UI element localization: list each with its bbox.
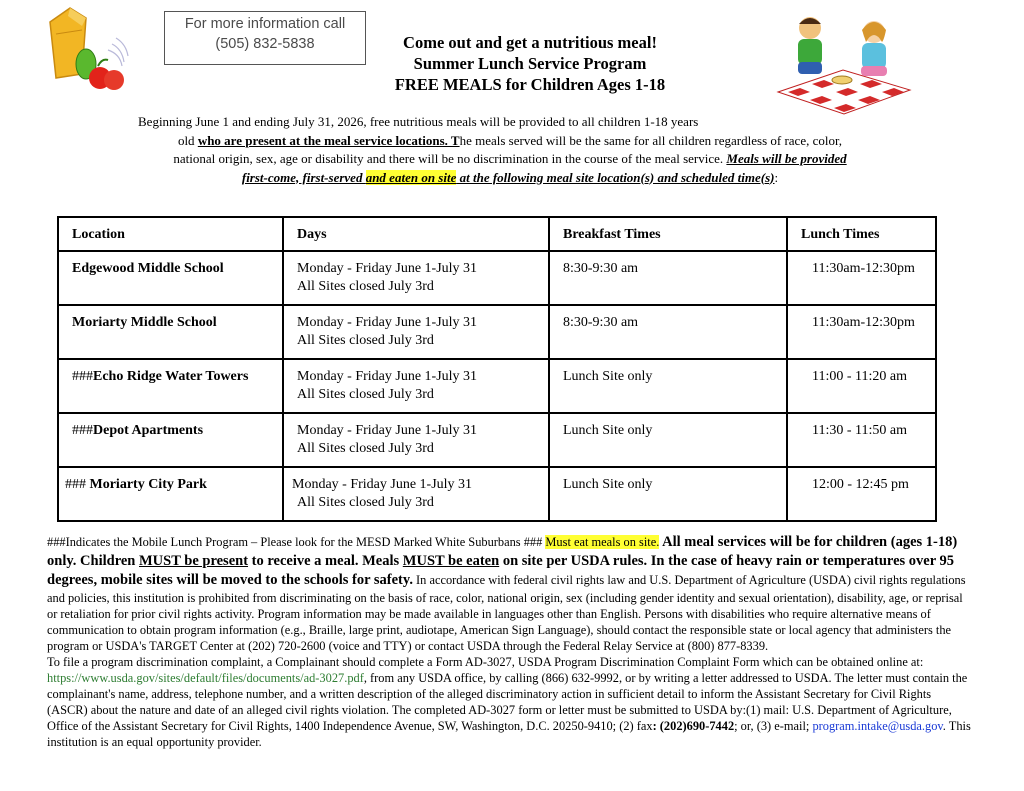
days-cell: Monday - Friday June 1-July 31 All Sites closed July 3rd — [283, 305, 549, 359]
intro-line-3: national origin, sex, age or disability and there will be no discrimination in the course of the meal service. Meals will be provided — [173, 151, 847, 166]
intro-line-1: Beginning June 1 and ending July 31, 2026, free nutritious meals will be provided to all children 1-18 years — [138, 114, 699, 129]
mobile-program-note: ###Indicates the Mobile Lunch Program – Please look for the MESD Marked White Suburbans ### — [47, 535, 546, 549]
location-cell: ###Depot Apartments — [58, 413, 283, 467]
page-title — [330, 32, 730, 95]
breakfast-cell: 8:30-9:30 am — [549, 305, 787, 359]
title-line-2: Summer Lunch Service Program — [413, 54, 647, 73]
table-row — [58, 467, 936, 521]
ad-3027-link[interactable]: https://www.usda.gov/sites/default/files/documents/ad-3027.pdf — [47, 671, 364, 685]
info-call-label: For more information call — [184, 16, 346, 32]
header-lunch-times: Lunch Times — [787, 217, 936, 251]
complaint-text-1: To file a program discrimination complaint, a Complainant should complete a Form AD-3027, USDA Program Discrimination Complaint Form which can be obtained online at: — [47, 655, 924, 669]
rules-bold-2: to receive a meal. Meals — [248, 553, 403, 569]
footer-notice — [47, 533, 972, 750]
breakfast-cell: Lunch Site only — [549, 359, 787, 413]
days-cell: Monday - Friday June 1-July 31 All Sites closed July 3rd — [283, 467, 549, 521]
days-cell: Monday - Friday June 1-July 31 All Sites closed July 3rd — [283, 359, 549, 413]
location-cell: ###Echo Ridge Water Towers — [58, 359, 283, 413]
must-eat-highlight: Must eat meals on site. — [545, 535, 660, 549]
must-be-present: MUST be present — [139, 553, 249, 569]
table-row — [58, 305, 936, 359]
location-cell: ### Moriarty City Park — [58, 467, 283, 521]
title-line-3: FREE MEALS for Children Ages 1-18 — [394, 75, 666, 94]
lunch-cell: 11:30am-12:30pm — [787, 251, 936, 305]
email-link[interactable]: program.intake@usda.gov — [812, 719, 943, 733]
table-row — [58, 413, 936, 467]
closing-statement: . This institution is an equal opportunity provider. — [47, 719, 971, 749]
breakfast-cell: Lunch Site only — [549, 413, 787, 467]
meal-site-table — [57, 216, 937, 522]
intro-line-4: first-come, first-served and eaten on site at the following meal site location(s) and scheduled time(s): — [241, 169, 779, 185]
intro-present-phrase: who are present at the meal service locations. T — [197, 132, 460, 148]
must-be-eaten: MUST be eaten — [402, 553, 500, 569]
lunch-cell: 12:00 - 12:45 pm — [787, 467, 936, 521]
lunch-cell: 11:30 - 11:50 am — [787, 413, 936, 467]
lunch-bag-clipart — [42, 4, 142, 96]
breakfast-cell: 8:30-9:30 am — [549, 251, 787, 305]
location-cell: Edgewood Middle School — [58, 251, 283, 305]
intro-line-2: old who are present at the meal service locations. The meals served will be the same for all children regardless of race, color, — [177, 132, 843, 148]
header-breakfast-times: Breakfast Times — [549, 217, 787, 251]
kids-picnic-clipart — [768, 12, 918, 116]
days-cell: Monday - Friday June 1-July 31 All Sites closed July 3rd — [283, 413, 549, 467]
title-line-1: Come out and get a nutritious meal! — [403, 33, 657, 52]
civil-rights-statement: In accordance with federal civil rights law and U.S. Department of Agriculture (USDA) civil rights regulations and policies, this institution is prohibited from discriminating on the basis of race, color, national origin, sex (including gender identity and sexual orientation), disability, age, or reprisal or retaliation for prior civil rights activity. Program information may be made available in languages other than English. Persons with disabilities who require alternative means of communication to obtain program information (e.g., Braille, large print, audiotape, American Sign Language), should contact the responsible state or local agency that administers the program or USDA's TARGET Center at (202) 720-2600 (voice and TTY) or contact USDA through the Federal Relay Service at (800) 877-8339. — [47, 573, 966, 653]
header-days: Days — [283, 217, 549, 251]
days-cell: Monday - Friday June 1-July 31 All Sites closed July 3rd — [283, 251, 549, 305]
intro-paragraph — [80, 113, 940, 187]
breakfast-cell: Lunch Site only — [549, 467, 787, 521]
complaint-text-3: ; or, (3) e-mail; — [734, 719, 813, 733]
location-cell: Moriarty Middle School — [58, 305, 283, 359]
table-header-row — [58, 217, 936, 251]
lunch-cell: 11:00 - 11:20 am — [787, 359, 936, 413]
rules-bold-1: All meal services will be for children (ages 1-18) only. Children — [47, 534, 958, 569]
fax-number: : (202)690-7442 — [652, 719, 735, 733]
table-row — [58, 251, 936, 305]
table-row — [58, 359, 936, 413]
info-phone-number: (505) 832-5838 — [215, 36, 315, 52]
rules-bold-3: on site per USDA rules. In the case of heavy rain or temperatures over 95 degrees, mobile sites will be moved to the schools for safety. — [47, 553, 955, 588]
complaint-text-2: , from any USDA office, by calling (866) 632-9992, or by writing a letter addressed to USDA. The letter must contain the complainant's name, address, telephone number, and a written description of the alleged discriminatory action in sufficient detail to inform the Assistant Secretary for Civil Rights (ASCR) about the nature and date of an alleged civil rights violation. The completed AD-3027 form or letter must be submitted to USDA by:(1) mail: U.S. Department of Agriculture, Office of the Assistant Secretary for Civil Rights, 1400 Independence Avenue, SW, Washington, D.C. 20250-9410; (2) fax — [47, 671, 968, 733]
header-location: Location — [58, 217, 283, 251]
lunch-cell: 11:30am-12:30pm — [787, 305, 936, 359]
intro-eaten-on-site: and eaten on site — [365, 169, 457, 185]
intro-meals-provided: Meals will be provided — [726, 151, 847, 166]
